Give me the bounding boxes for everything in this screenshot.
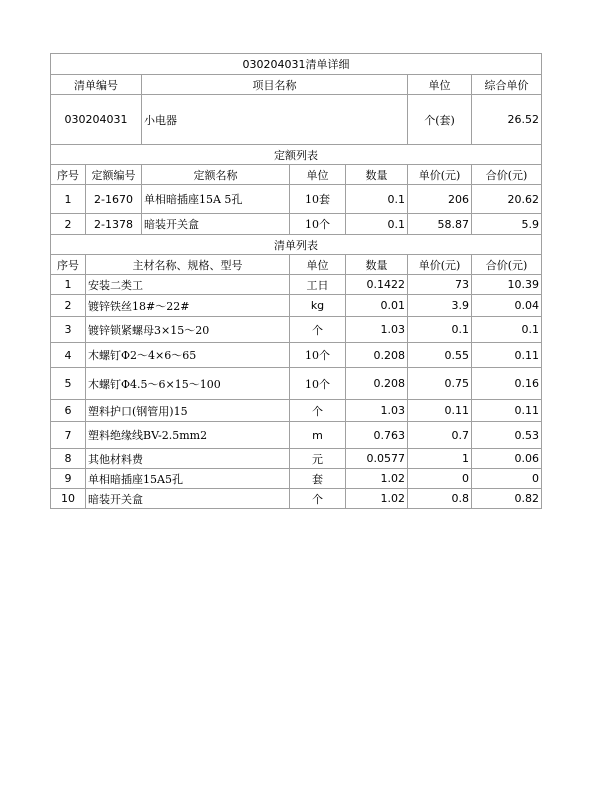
bill-price: 26.52 <box>472 95 542 145</box>
material-seq: 8 <box>51 449 86 469</box>
quota-name: 暗装开关盒 <box>142 214 290 235</box>
material-seq-header: 序号 <box>51 255 86 275</box>
material-seq: 7 <box>51 422 86 449</box>
material-unit: 10个 <box>290 343 346 368</box>
material-name: 单相暗插座15A5孔 <box>86 469 290 489</box>
material-row <box>51 343 542 368</box>
material-qty: 1.02 <box>346 489 408 509</box>
quota-seq: 2 <box>51 214 86 235</box>
quota-qty-header: 数量 <box>346 165 408 185</box>
material-qty: 1.03 <box>346 400 408 422</box>
quota-price-header: 单价(元) <box>408 165 472 185</box>
material-header-row <box>51 255 542 275</box>
material-seq: 2 <box>51 295 86 317</box>
bill-name: 小电器 <box>142 95 408 145</box>
material-price: 0 <box>408 469 472 489</box>
quota-qty: 0.1 <box>346 214 408 235</box>
material-total: 0.11 <box>472 400 542 422</box>
material-name: 安装二类工 <box>86 275 290 295</box>
material-total: 0.82 <box>472 489 542 509</box>
title-row <box>51 54 542 75</box>
material-row <box>51 275 542 295</box>
material-qty: 0.1422 <box>346 275 408 295</box>
material-unit: 套 <box>290 469 346 489</box>
material-price-header: 单价(元) <box>408 255 472 275</box>
material-name: 镀锌铁丝18#～22# <box>86 295 290 317</box>
material-row <box>51 317 542 343</box>
quota-total: 5.9 <box>472 214 542 235</box>
quota-code: 2-1670 <box>86 185 142 214</box>
material-total: 0.16 <box>472 368 542 400</box>
material-total: 0.04 <box>472 295 542 317</box>
material-price: 0.55 <box>408 343 472 368</box>
material-total: 10.39 <box>472 275 542 295</box>
material-seq: 9 <box>51 469 86 489</box>
bill-name-header: 项目名称 <box>142 75 408 95</box>
quota-price: 58.87 <box>408 214 472 235</box>
material-qty: 0.01 <box>346 295 408 317</box>
material-seq: 6 <box>51 400 86 422</box>
material-name: 塑料绝缘线BV-2.5mm2 <box>86 422 290 449</box>
material-price: 1 <box>408 449 472 469</box>
quota-name: 单相暗插座15A 5孔 <box>142 185 290 214</box>
bill-row <box>51 95 542 145</box>
material-row <box>51 469 542 489</box>
quota-header-row <box>51 165 542 185</box>
material-unit: 工日 <box>290 275 346 295</box>
material-unit: 个 <box>290 317 346 343</box>
material-seq: 10 <box>51 489 86 509</box>
quota-code: 2-1378 <box>86 214 142 235</box>
material-qty: 0.208 <box>346 368 408 400</box>
material-qty: 0.763 <box>346 422 408 449</box>
material-row <box>51 489 542 509</box>
quota-unit: 10个 <box>290 214 346 235</box>
material-row <box>51 449 542 469</box>
material-unit-header: 单位 <box>290 255 346 275</box>
quota-name-header: 定额名称 <box>142 165 290 185</box>
quota-section-title: 定额列表 <box>51 145 542 165</box>
material-total-header: 合价(元) <box>472 255 542 275</box>
material-seq: 1 <box>51 275 86 295</box>
material-row <box>51 422 542 449</box>
material-total: 0.53 <box>472 422 542 449</box>
material-price: 73 <box>408 275 472 295</box>
material-price: 0.7 <box>408 422 472 449</box>
material-seq: 5 <box>51 368 86 400</box>
material-name: 其他材料费 <box>86 449 290 469</box>
bill-code-header: 清单编号 <box>51 75 142 95</box>
material-price: 3.9 <box>408 295 472 317</box>
material-seq: 3 <box>51 317 86 343</box>
table-title: 030204031清单详细 <box>51 54 542 75</box>
material-qty: 1.02 <box>346 469 408 489</box>
material-seq: 4 <box>51 343 86 368</box>
quota-code-header: 定额编号 <box>86 165 142 185</box>
material-section-title: 清单列表 <box>51 235 542 255</box>
material-unit: 元 <box>290 449 346 469</box>
material-section-row <box>51 235 542 255</box>
bill-unit: 个(套) <box>408 95 472 145</box>
bill-unit-header: 单位 <box>408 75 472 95</box>
bill-detail-table <box>50 53 542 509</box>
material-row <box>51 368 542 400</box>
material-qty: 0.208 <box>346 343 408 368</box>
material-price: 0.11 <box>408 400 472 422</box>
quota-row <box>51 214 542 235</box>
material-name: 塑料护口(钢管用)15 <box>86 400 290 422</box>
quota-unit: 10套 <box>290 185 346 214</box>
material-name: 木螺钉Φ4.5～6×15～100 <box>86 368 290 400</box>
bill-price-header: 综合单价 <box>472 75 542 95</box>
material-name: 木螺钉Φ2～4×6～65 <box>86 343 290 368</box>
bill-code: 030204031 <box>51 95 142 145</box>
quota-unit-header: 单位 <box>290 165 346 185</box>
material-name: 暗装开关盒 <box>86 489 290 509</box>
material-price: 0.8 <box>408 489 472 509</box>
quota-price: 206 <box>408 185 472 214</box>
quota-qty: 0.1 <box>346 185 408 214</box>
material-unit: 10个 <box>290 368 346 400</box>
material-total: 0.1 <box>472 317 542 343</box>
material-price: 0.1 <box>408 317 472 343</box>
quota-total-header: 合价(元) <box>472 165 542 185</box>
quota-row <box>51 185 542 214</box>
material-qty: 0.0577 <box>346 449 408 469</box>
material-unit: 个 <box>290 489 346 509</box>
material-total: 0.06 <box>472 449 542 469</box>
quota-seq-header: 序号 <box>51 165 86 185</box>
quota-seq: 1 <box>51 185 86 214</box>
material-unit: 个 <box>290 400 346 422</box>
quota-total: 20.62 <box>472 185 542 214</box>
quota-section-row <box>51 145 542 165</box>
material-total: 0.11 <box>472 343 542 368</box>
material-price: 0.75 <box>408 368 472 400</box>
material-name: 镀锌锁紧螺母3×15～20 <box>86 317 290 343</box>
material-qty-header: 数量 <box>346 255 408 275</box>
bill-header-row <box>51 75 542 95</box>
material-row <box>51 295 542 317</box>
material-unit: m <box>290 422 346 449</box>
material-total: 0 <box>472 469 542 489</box>
material-name-header: 主材名称、规格、型号 <box>86 255 290 275</box>
material-row <box>51 400 542 422</box>
material-qty: 1.03 <box>346 317 408 343</box>
material-unit: kg <box>290 295 346 317</box>
